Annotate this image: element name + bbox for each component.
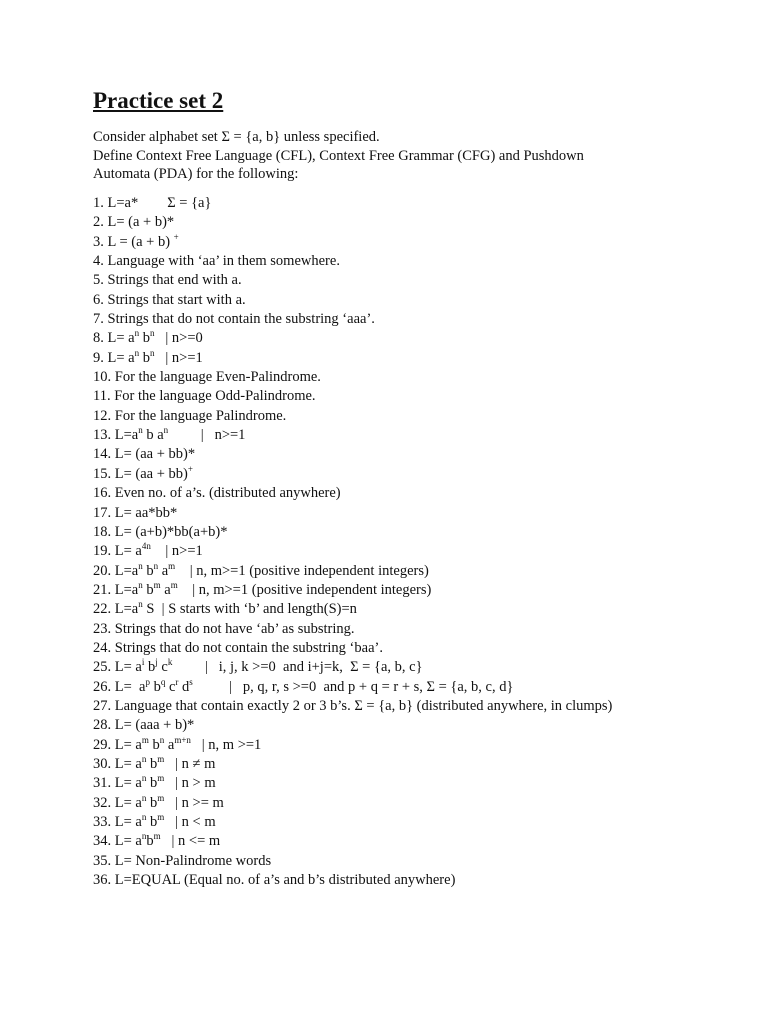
problem-item xyxy=(93,832,743,851)
problem-item xyxy=(93,794,743,813)
superscript: m xyxy=(141,734,149,745)
problem-text: | n>=1 xyxy=(154,349,203,366)
problem-text: | n >= m xyxy=(164,794,224,811)
superscript: n xyxy=(134,328,140,339)
problem-text: 10. For the language Even-Palindrome. xyxy=(93,369,321,386)
problem-text: | n < m xyxy=(164,814,216,830)
superscript: n xyxy=(138,599,143,610)
superscript: n xyxy=(149,328,155,339)
problem-text: 19. L= a xyxy=(93,543,142,560)
problem-text: 21. L=a xyxy=(93,581,139,598)
problem-text: c xyxy=(165,678,176,695)
problem-item xyxy=(93,581,743,600)
problem-item xyxy=(93,620,743,639)
problem-text: 3. L = (a + b) xyxy=(93,233,174,250)
problem-item xyxy=(93,387,743,406)
superscript: k xyxy=(167,657,173,668)
problem-text: | i, j, k >=0 and i+j=k, Σ = {a, b, c} xyxy=(172,659,423,676)
problem-text: b xyxy=(146,755,158,772)
superscript: m xyxy=(157,773,165,784)
superscript: n xyxy=(138,560,143,571)
instructions xyxy=(93,128,733,184)
problem-item xyxy=(93,445,743,464)
problem-text: 28. L= (aaa + b)* xyxy=(93,717,195,734)
problem-text: 23. Strings that do not have ‘ab’ as substring. xyxy=(93,620,355,637)
superscript: n xyxy=(159,734,165,745)
problem-text: a xyxy=(158,562,169,579)
problem-text: | n, m >=1 xyxy=(190,736,262,753)
problem-text: | n>=0 xyxy=(154,330,203,347)
problem-item xyxy=(93,523,743,542)
problem-text: | n <= m xyxy=(160,833,221,850)
problem-text: 9. L= a xyxy=(93,349,135,366)
problem-text: | n > m xyxy=(164,775,216,792)
problem-text: b xyxy=(142,562,154,579)
superscript: n xyxy=(153,560,159,571)
problem-text: 24. Strings that do not contain the substring ‘baa’. xyxy=(93,639,383,656)
problem-text: 1. L=a* Σ = {a} xyxy=(93,195,212,211)
problem-item xyxy=(93,349,743,368)
problem-text: 16. Even no. of a’s. (distributed anywhere) xyxy=(93,485,341,502)
superscript: + xyxy=(187,463,193,474)
problem-text: 20. L=a xyxy=(93,562,139,579)
problem-text: 31. L= a xyxy=(93,775,142,792)
problem-item xyxy=(93,213,743,232)
superscript: m xyxy=(157,753,165,764)
problem-item xyxy=(93,291,743,310)
problem-item xyxy=(93,600,743,619)
problem-text: 33. L= a xyxy=(93,814,142,830)
problem-text: 6. Strings that start with a. xyxy=(93,291,246,308)
problem-text: 29. L= a xyxy=(93,736,142,753)
problem-item xyxy=(93,658,743,677)
problem-item xyxy=(93,852,743,871)
problem-text: b xyxy=(149,678,161,695)
problem-item xyxy=(93,426,743,445)
problem-text: 34. L= a xyxy=(93,833,142,850)
problem-item xyxy=(93,484,743,503)
problem-text: b xyxy=(148,736,160,753)
superscript: m xyxy=(168,560,176,571)
problem-text: b xyxy=(146,833,154,850)
problem-text: 13. L=a xyxy=(93,427,139,444)
problem-text: | n>=1 xyxy=(150,543,203,560)
problem-text: 25. L= a xyxy=(93,659,142,676)
problem-text: 32. L= a xyxy=(93,794,142,811)
problem-item xyxy=(93,407,743,426)
problem-item xyxy=(93,871,743,890)
superscript: p xyxy=(145,676,150,687)
problem-item xyxy=(93,716,743,735)
problem-text: 15. L= (aa + bb) xyxy=(93,465,188,482)
problem-text: 4. Language with ‘aa’ in them somewhere. xyxy=(93,253,340,270)
superscript: n xyxy=(138,425,143,436)
problem-text: 35. L= Non-Palindrome words xyxy=(93,852,272,869)
problem-text: 5. Strings that end with a. xyxy=(93,272,242,289)
superscript: m+n xyxy=(174,734,191,745)
problem-text: a xyxy=(164,736,175,753)
problem-text: 36. L=EQUAL (Equal no. of a’s and b’s distributed anywhere) xyxy=(93,872,456,889)
problem-text: b xyxy=(146,814,158,830)
superscript: m xyxy=(153,579,161,590)
problem-item xyxy=(93,271,743,290)
problem-item xyxy=(93,736,743,755)
problem-item xyxy=(93,542,743,561)
superscript: n xyxy=(163,425,169,436)
superscript: n xyxy=(138,579,143,590)
superscript: m xyxy=(157,812,165,822)
instruction-line: Consider alphabet set Σ = {a, b} unless specified. xyxy=(93,129,380,145)
instruction-line: Automata (PDA) for the following: xyxy=(93,166,299,182)
problem-text: 17. L= aa*bb* xyxy=(93,504,178,521)
problem-text: b xyxy=(139,330,150,347)
superscript: s xyxy=(189,676,193,687)
problem-text: | n ≠ m xyxy=(164,755,216,772)
problem-text: 30. L= a xyxy=(93,755,142,772)
superscript: n xyxy=(134,347,140,358)
problem-item xyxy=(93,465,743,484)
problem-item xyxy=(93,697,743,716)
problem-text: b xyxy=(146,775,158,792)
page-title: Practice set 2 xyxy=(93,88,224,113)
superscript: j xyxy=(155,657,158,668)
problem-item xyxy=(93,194,743,213)
instruction-line: Define Context Free Language (CFL), Context Free Grammar (CFG) and Pushdown xyxy=(93,147,584,164)
superscript: m xyxy=(170,579,178,590)
problem-text: 2. L= (a + b)* xyxy=(93,214,175,231)
problem-text: S | S starts with ‘b’ and length(S)=n xyxy=(142,601,357,618)
superscript: n xyxy=(141,753,147,764)
superscript: n xyxy=(141,831,147,842)
problem-item xyxy=(93,329,743,348)
problem-text: 12. For the language Palindrome. xyxy=(93,407,287,424)
problem-item xyxy=(93,252,743,271)
problem-item xyxy=(93,562,743,581)
problem-text: b xyxy=(144,659,156,676)
problem-text: 18. L= (a+b)*bb(a+b)* xyxy=(93,523,228,540)
problem-text: b a xyxy=(142,427,164,444)
problem-item xyxy=(93,504,743,523)
problem-text: b xyxy=(142,581,154,598)
superscript: r xyxy=(175,676,179,687)
problem-text: b xyxy=(146,794,158,811)
problem-text: 11. For the language Odd-Palindrome. xyxy=(93,388,316,405)
problem-text: 22. L=a xyxy=(93,601,139,618)
problem-text: | n, m>=1 (positive independent integers) xyxy=(175,562,429,579)
superscript: n xyxy=(141,812,147,822)
superscript: n xyxy=(141,792,147,803)
superscript: n xyxy=(141,773,147,784)
problem-item xyxy=(93,310,743,329)
problem-text: b xyxy=(139,349,150,366)
superscript: q xyxy=(160,676,166,687)
problem-item xyxy=(93,639,743,658)
problem-text: 8. L= a xyxy=(93,330,135,347)
problem-text: c xyxy=(157,659,168,676)
problem-text: 26. L= a xyxy=(93,678,146,695)
problem-text: a xyxy=(160,581,171,598)
problem-text: | n>=1 xyxy=(168,427,246,444)
problem-text: 14. L= (aa + bb)* xyxy=(93,446,196,463)
problem-text: | n, m>=1 (positive independent integers) xyxy=(177,581,432,598)
superscript: i xyxy=(141,657,145,668)
problem-list xyxy=(93,194,743,890)
problem-item xyxy=(93,755,743,774)
problem-item xyxy=(93,774,743,793)
superscript: m xyxy=(157,792,165,803)
superscript: m xyxy=(153,831,161,842)
problem-text: | p, q, r, s >=0 and p + q = r + s, Σ = {a, b, c, d} xyxy=(192,678,514,695)
superscript: 4n xyxy=(141,541,151,552)
superscript: + xyxy=(173,231,179,242)
problem-text: d xyxy=(178,678,190,695)
problem-text: 7. Strings that do not contain the substring ‘aaa’. xyxy=(93,311,375,328)
problem-item xyxy=(93,368,743,387)
superscript: n xyxy=(149,347,155,358)
problem-item xyxy=(93,233,743,252)
problem-item xyxy=(93,813,743,832)
problem-text: 27. Language that contain exactly 2 or 3 b’s. Σ = {a, b} (distributed anywhere, in clumps) xyxy=(93,697,613,714)
problem-item xyxy=(93,678,743,697)
